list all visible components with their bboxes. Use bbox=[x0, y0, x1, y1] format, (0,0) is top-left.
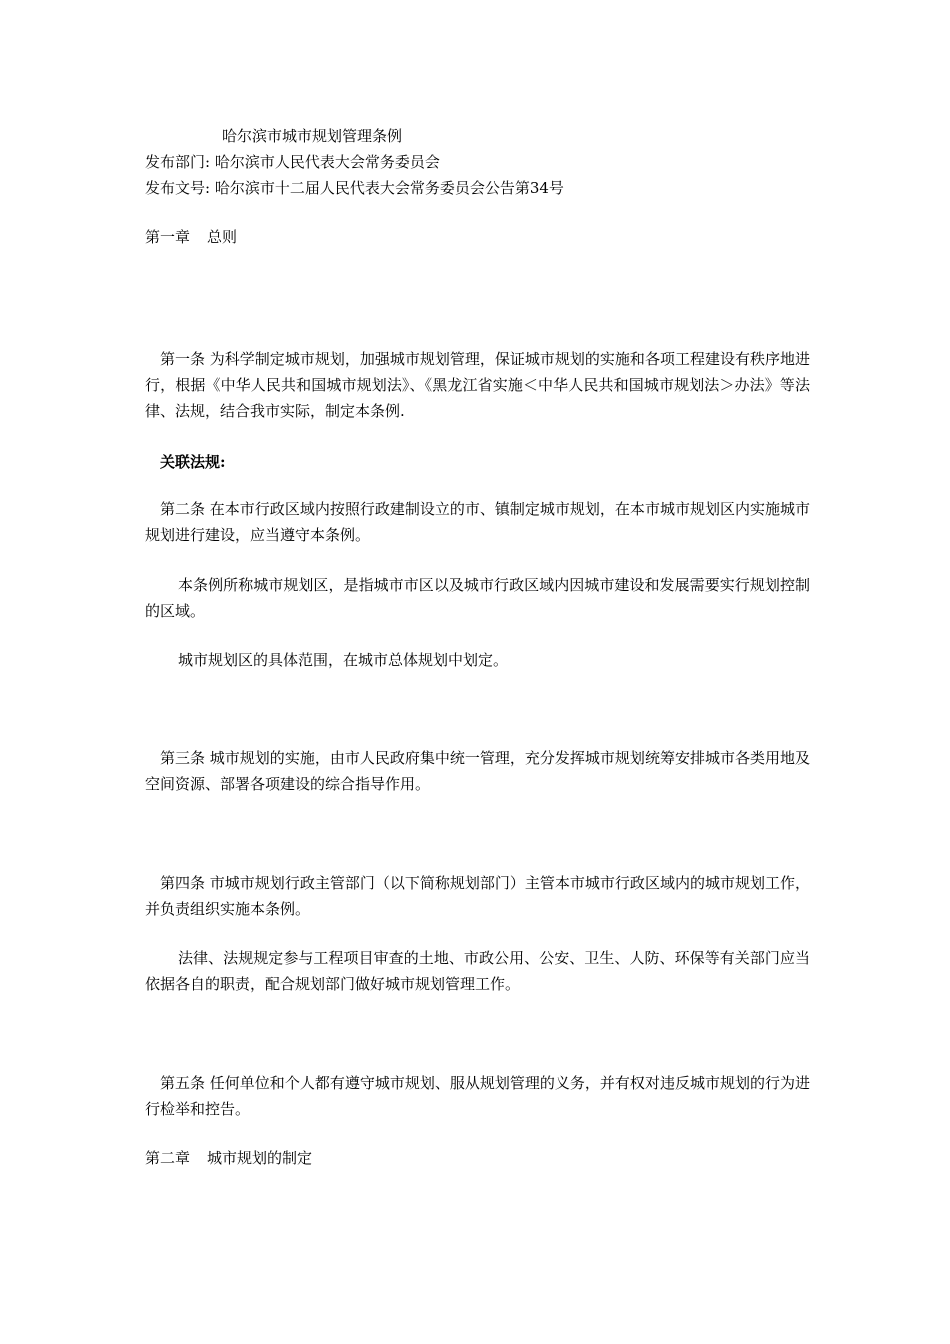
document-number: 发布文号: 哈尔滨市十二届人民代表大会常务委员会公告第34号 bbox=[145, 179, 564, 197]
article-2-paragraph-2: 本条例所称城市规划区，是指城市市区以及城市行政区域内因城市建设和发展需要实行规划控制的区域。 bbox=[145, 576, 810, 620]
chapter-2-name: 城市规划的制定 bbox=[207, 1149, 313, 1167]
article-4-paragraph-2: 法律、法规规定参与工程项目审查的土地、市政公用、公安、卫生、人防、环保等有关部门应当依据各自的职责，配合规划部门做好城市规划管理工作。 bbox=[145, 949, 810, 993]
article-2-paragraph-3: 城市规划区的具体范围，在城市总体规划中划定。 bbox=[178, 651, 509, 669]
chapter-2-number: 第二章 bbox=[145, 1149, 191, 1167]
chapter-1-number: 第一章 bbox=[145, 228, 191, 246]
article-1: 第一条 为科学制定城市规划，加强城市规划管理，保证城市规划的实施和各项工程建设有秩序地进行，根据《中华人民共和国城市规划法》、《黑龙江省实施＜中华人民共和国城市规划法＞办法》等法律、法规，结合我市实际，制定本条例. bbox=[145, 350, 810, 420]
article-4-paragraph-1: 第四条 市城市规划行政主管部门（以下简称规划部门）主管本市城市行政区域内的城市规划工作，并负责组织实施本条例。 bbox=[145, 874, 810, 918]
article-5: 第五条 任何单位和个人都有遵守城市规划、服从规划管理的义务，并有权对违反城市规划的行为进行检举和控告。 bbox=[145, 1074, 810, 1118]
chapter-1-heading bbox=[145, 224, 810, 250]
article-3: 第三条 城市规划的实施，由市人民政府集中统一管理，充分发挥城市规划统筹安排城市各类用地及空间资源、部署各项建设的综合指导作用。 bbox=[145, 749, 810, 793]
issuing-department: 发布部门: 哈尔滨市人民代表大会常务委员会 bbox=[145, 153, 440, 171]
document-title: 哈尔滨市城市规划管理条例 bbox=[222, 127, 403, 145]
related-laws-label: 关联法规: bbox=[160, 453, 226, 471]
chapter-1-name: 总则 bbox=[207, 228, 238, 246]
article-2-paragraph-1: 第二条 在本市行政区域内按照行政建制设立的市、镇制定城市规划，在本市城市规划区内实施城市规划进行建设，应当遵守本条例。 bbox=[145, 500, 810, 544]
chapter-2-heading bbox=[145, 1145, 810, 1171]
